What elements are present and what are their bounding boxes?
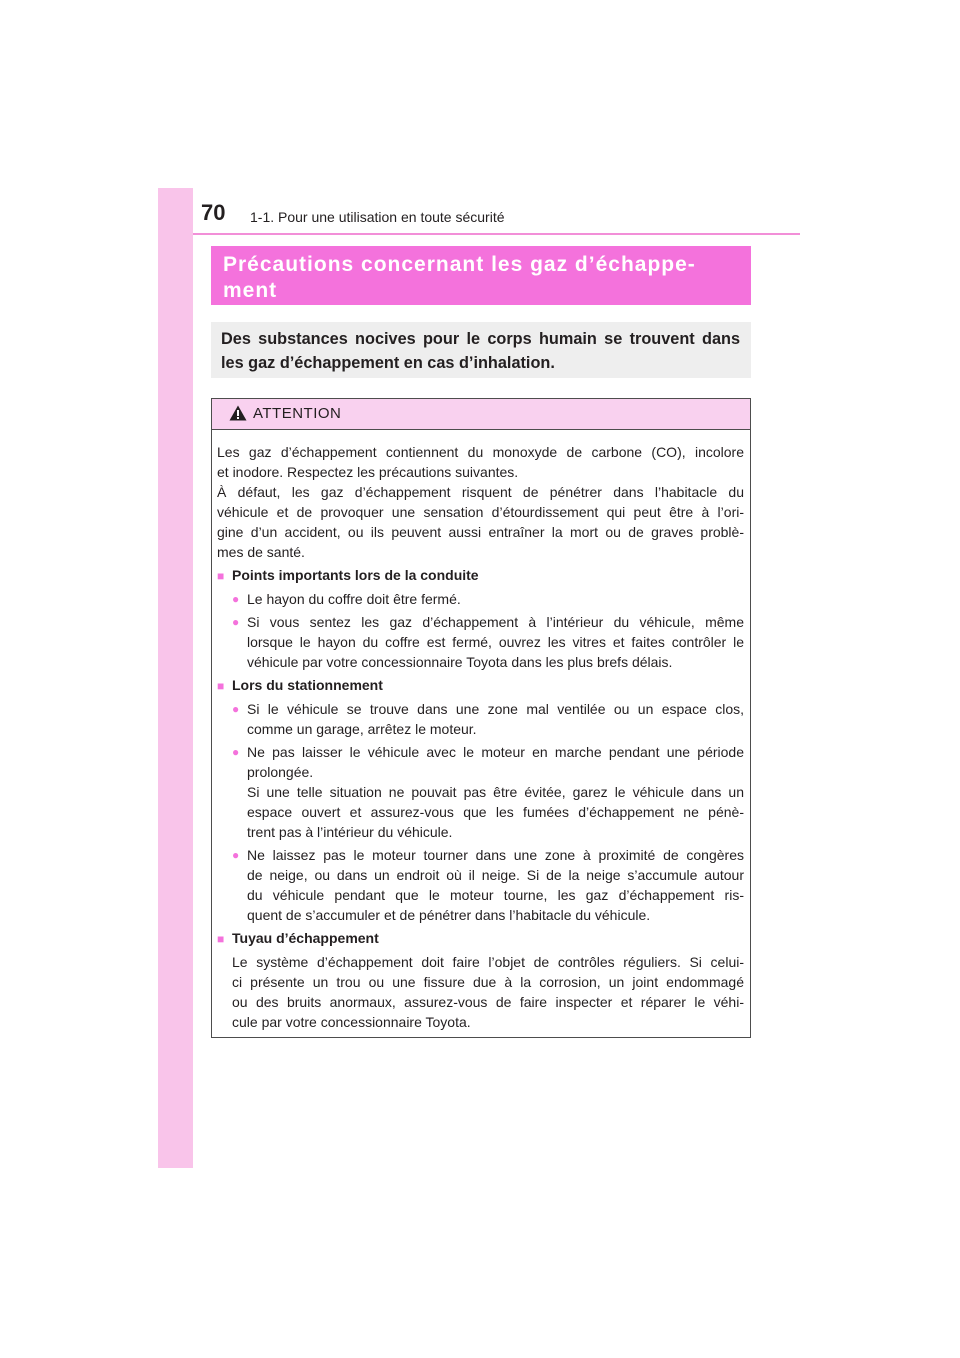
warning-title: ATTENTION (253, 405, 342, 422)
text-line: espace ouvert et assurez-vous que les fumées d’échappement ne pénè- (247, 804, 744, 820)
subheading-text: Lors du stationnement (232, 677, 383, 693)
text-line: véhicule par votre concessionnaire Toyota dans les plus brefs délais. (247, 654, 673, 670)
section-label: 1-1. Pour une utilisation en toute sécurité (250, 209, 505, 225)
text-line: ci présente un trou ou une fissure due à la corrosion, un joint endommagé (232, 974, 744, 990)
warning-header (212, 399, 750, 430)
text-line: Ne pas laisser le véhicule avec le moteur en marche pendant une période (247, 744, 744, 760)
round-bullet-icon: ● (232, 592, 240, 606)
subheading (217, 675, 744, 696)
text-line: comme un garage, arrêtez le moteur. (247, 721, 477, 737)
subheading-text: Points importants lors de la conduite (232, 567, 479, 583)
text-line: trent pas à l’intérieur du véhicule. (247, 824, 453, 840)
square-bullet-icon: ■ (217, 932, 225, 946)
text-line: Ne laissez pas le moteur tourner dans une zone à proximité de congères (247, 847, 744, 863)
text-line: et inodore. Respectez les précautions suivantes. (217, 464, 519, 480)
text-line: gine d’un accident, ou ils peuvent aussi entraîner la mort ou de graves problè- (217, 524, 744, 540)
intro-box (211, 322, 751, 378)
text-line: ou des bruits anormaux, assurez-vous de faire inspecter et réparer le véhi- (232, 994, 744, 1010)
list-item (217, 699, 744, 739)
warning-intro (217, 442, 744, 562)
square-bullet-icon: ■ (217, 679, 225, 693)
warning-box (211, 398, 751, 1038)
square-bullet-icon: ■ (217, 569, 225, 583)
text-line: Si une telle situation ne pouvait pas être évitée, garez le véhicule dans un (247, 784, 744, 800)
round-bullet-icon: ● (232, 702, 240, 716)
subheading (217, 565, 744, 586)
round-bullet-icon: ● (232, 745, 240, 759)
warning-triangle-icon (229, 405, 247, 421)
round-bullet-icon: ● (232, 615, 240, 629)
text-line: cule par votre concessionnaire Toyota. (232, 1014, 471, 1030)
text-line: prolongée. (247, 764, 314, 780)
text-line: À défaut, les gaz d’échappement risquent de pénétrer dans l’habitacle du (217, 484, 744, 500)
text-line: véhicule et de provoquer une sensation d’étourdissement qui peut être à l’ori- (217, 504, 744, 520)
page-title-line: Précautions concernant les gaz d’échappe- (223, 253, 696, 276)
text-line: de neige, ou dans un endroit où il neige. Si de la neige s’accumule autour (247, 867, 744, 883)
text-line: lorsque le hayon du coffre est fermé, ouvrez les vitres et faites contrôler le (247, 634, 744, 650)
text-line: mes de santé. (217, 544, 305, 560)
list-item (217, 589, 744, 609)
header-rule (193, 233, 800, 235)
section-text (217, 952, 744, 1032)
subheading (217, 928, 744, 949)
page-number: 70 (201, 200, 226, 225)
page-title-line: ment (223, 279, 278, 302)
list-item (217, 742, 744, 842)
text-line: Si le véhicule se trouve dans une zone mal ventilée ou un espace clos, (247, 701, 744, 717)
text-line: Le système d’échappement doit faire l’objet de contrôles réguliers. Si celui- (232, 954, 744, 970)
subheading-text: Tuyau d’échappement (232, 930, 379, 946)
intro-line: les gaz d’échappement en cas d’inhalation. (221, 354, 555, 372)
list-item (217, 612, 744, 672)
intro-line: Des substances nocives pour le corps humain se trouvent dans (221, 330, 740, 348)
side-band (158, 188, 193, 1168)
text-line: Si vous sentez les gaz d’échappement à l’intérieur du véhicule, même (247, 614, 744, 630)
text-line: Les gaz d’échappement contiennent du monoxyde de carbone (CO), incolore (217, 444, 744, 460)
text-line: du véhicule pendant que le moteur tourne, les gaz d’échappement ris- (247, 887, 744, 903)
list-item (217, 845, 744, 925)
text-line: Le hayon du coffre doit être fermé. (247, 591, 461, 607)
page-title (211, 246, 751, 305)
round-bullet-icon: ● (232, 848, 240, 862)
warning-body (212, 430, 750, 1032)
text-line: quent de s’accumuler et de pénétrer dans l’habitacle du véhicule. (247, 907, 651, 923)
